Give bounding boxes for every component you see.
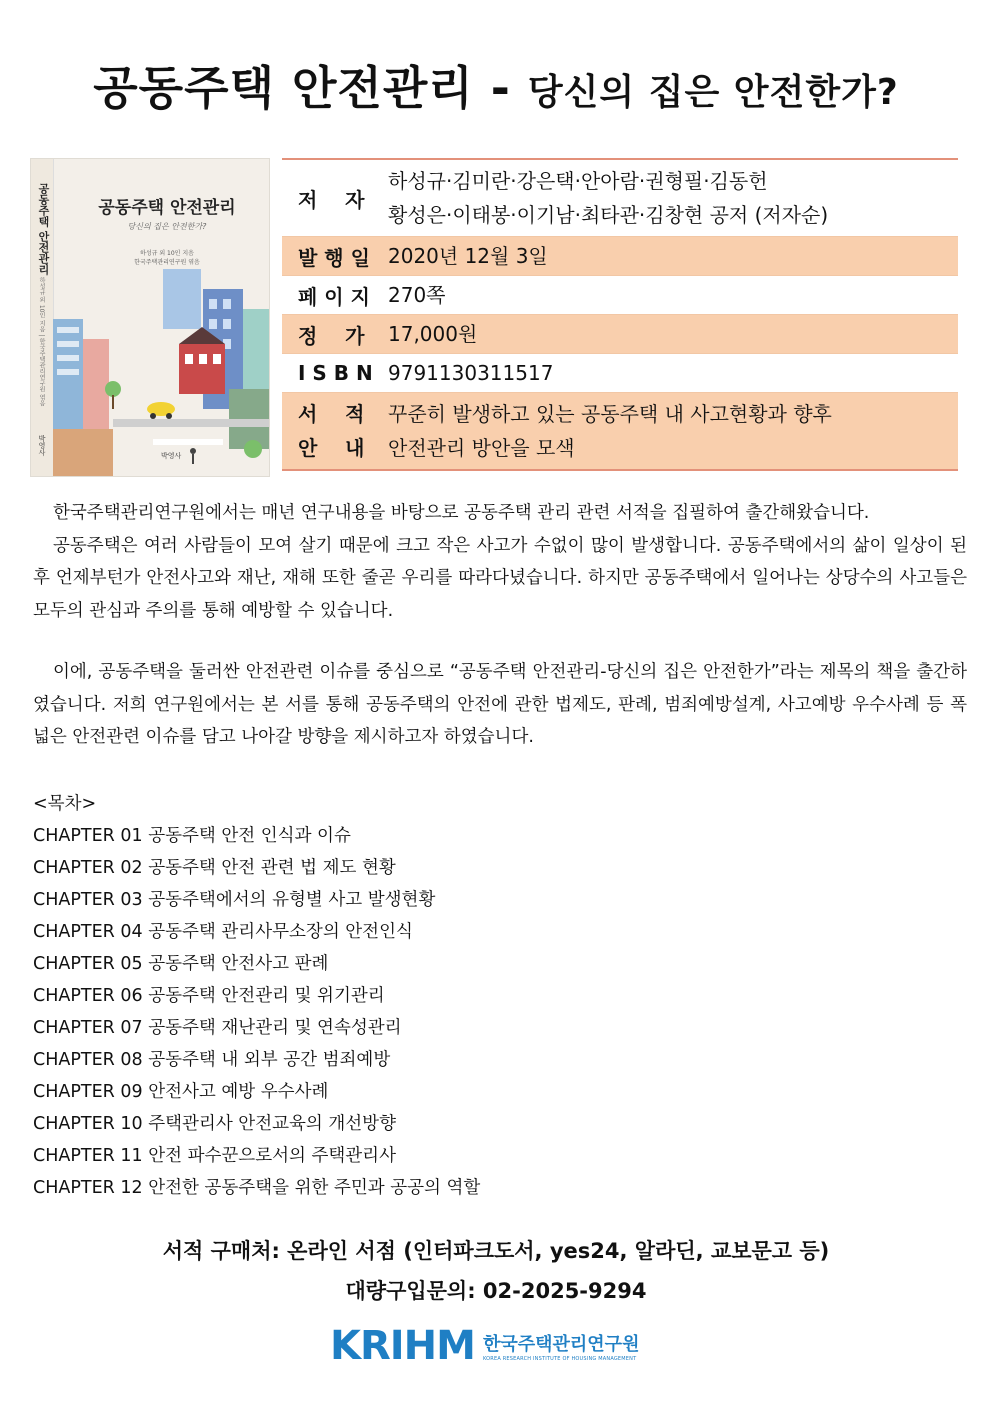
toc-item: CHAPTER 05 공동주택 안전사고 판례 [33,954,329,974]
toc-item: CHAPTER 06 공동주택 안전관리 및 위기관리 [33,986,385,1006]
toc-item: CHAPTER 04 공동주택 관리사무소장의 안전인식 [33,922,413,942]
author-value [382,164,958,232]
toc-item: CHAPTER 02 공동주택 안전 관련 법 제도 현황 [33,858,396,878]
guide-value [382,397,958,465]
date-value: 2020년 12월 3일 [388,244,548,268]
cover-title: 공동주택 안전관리 [98,198,236,218]
cover-author-line: 하성규 외 10인 지음 [140,250,194,257]
toc-item: CHAPTER 08 공동주택 내 외부 공간 범죄예방 [33,1050,391,1070]
bulk-purchase-contact: 대량구입문의: 02-2025-9294 [345,1279,647,1303]
city-illustration [53,269,269,476]
info-row-price [282,315,958,354]
cover-subtitle: 당신의 집은 안전한가? [127,222,207,231]
isbn-value: 9791130311517 [388,361,554,385]
isbn-label: I S B N [298,361,373,385]
toc-item: CHAPTER 11 안전 파수꾼으로서의 주택관리사 [33,1146,396,1166]
paragraph-3: 이에, 공동주택을 둘러싼 안전관련 이슈를 중심으로 “공동주택 안전관리-당신의 집은 안전한가”라는 제목의 책을 출간하였습니다. 저희 연구원에서는 본 서를 통해 공동주택의 안전에 관한 법제도, 판례, 범죄예방설계, 사고예방 우수사례 등 폭넓은 안전관련 이슈를 담고 나아갈 방향을 제시하고자 하였습니다. [33,662,967,747]
logo-text [483,1330,640,1362]
guide-line-1: 꾸준히 발생하고 있는 공동주택 내 사고현황과 향후 [388,402,832,426]
toc-heading: <목차> [33,794,97,814]
spine-publisher: 박영사 [38,435,46,456]
title-sub: 당신의 집은 안전한가? [527,72,899,113]
price-value: 17,000원 [388,322,478,346]
cover-editor-line: 한국주택관리연구원 엮음 [134,259,200,266]
page-title [0,52,992,118]
author-label: 저 자 [298,187,365,212]
cover-authors [67,249,267,267]
spine-title: 공동주택 안전관리 [37,183,50,275]
book-spine [31,159,54,476]
date-label: 발 행 일 [298,245,370,270]
toc-item: CHAPTER 03 공동주택에서의 유형별 사고 발생현황 [33,890,436,910]
title-main: 공동주택 안전관리 - [93,61,511,115]
info-row-pages [282,276,958,315]
toc-item: CHAPTER 10 주택관리사 안전교육의 개선방향 [33,1114,396,1134]
krihm-logo [330,1324,639,1368]
toc-item: CHAPTER 07 공동주택 재난관리 및 연속성관리 [33,1018,402,1038]
info-row-guide [282,393,958,471]
guide-label [282,397,382,465]
guide-label-line-2: 안 내 [298,436,365,460]
logo-name-korean: 한국주택관리연구원 [482,1334,640,1355]
cover-publisher: 박영사 [161,452,182,460]
info-row-isbn [282,354,958,393]
pages-label: 페 이 지 [298,284,370,309]
pages-value: 270쪽 [388,283,446,307]
guide-line-2: 안전관리 방안을 모색 [388,436,575,460]
second-paragraph-block [33,656,967,754]
paragraph-1: 한국주택관리연구원에서는 매년 연구내용을 바탕으로 공동주택 관리 관련 서적을 집필하여 출간해왔습니다. [53,503,870,523]
logo-mark: KRIHM [330,1323,475,1369]
author-line-2: 황성은·이태봉·이기남·최타관·김창현 공저 (저자순) [388,203,829,227]
book-cover-image [30,158,270,477]
info-row-author [282,158,958,237]
toc-item: CHAPTER 01 공동주택 안전 인식과 이슈 [33,826,351,846]
paragraph-2: 공동주택은 여러 사람들이 모여 살기 때문에 크고 작은 사고가 수없이 많이 발생합니다. 공동주택에서의 삶이 일상이 된 후 언제부턴가 안전사고와 재난, 재해 또한 줄곧 우리를 따라다녔습니다. 하지만 공동주택에서 일어나는 상당수의 사고들은 모두의 관심과 주의를 통해 예방할 수 있습니다. [33,535,967,621]
toc-item: CHAPTER 12 안전한 공동주택을 위한 주민과 공공의 역할 [33,1178,481,1198]
book-info-table [282,158,958,471]
purchase-info: 서적 구매처: 온라인 서점 (인터파크도서, yes24, 알라딘, 교보문고 등) [162,1239,830,1263]
info-row-date [282,237,958,276]
toc-item: CHAPTER 09 안전사고 예방 우수사례 [33,1082,329,1102]
spine-subtitle: 하성규 외 10인 지음 | 한국주택관리연구원 엮음 [38,277,45,407]
table-of-contents [33,788,480,1204]
price-label: 정 가 [298,323,365,348]
guide-label-line-1: 서 적 [298,402,365,426]
author-line-1: 하성규·김미란·강은택·안아람·권형필·김동헌 [388,169,768,193]
intro-paragraphs [33,497,967,627]
logo-name-english: KOREA RESEARCH INSTITUTE OF HOUSING MANAGEMENT [482,1356,637,1362]
